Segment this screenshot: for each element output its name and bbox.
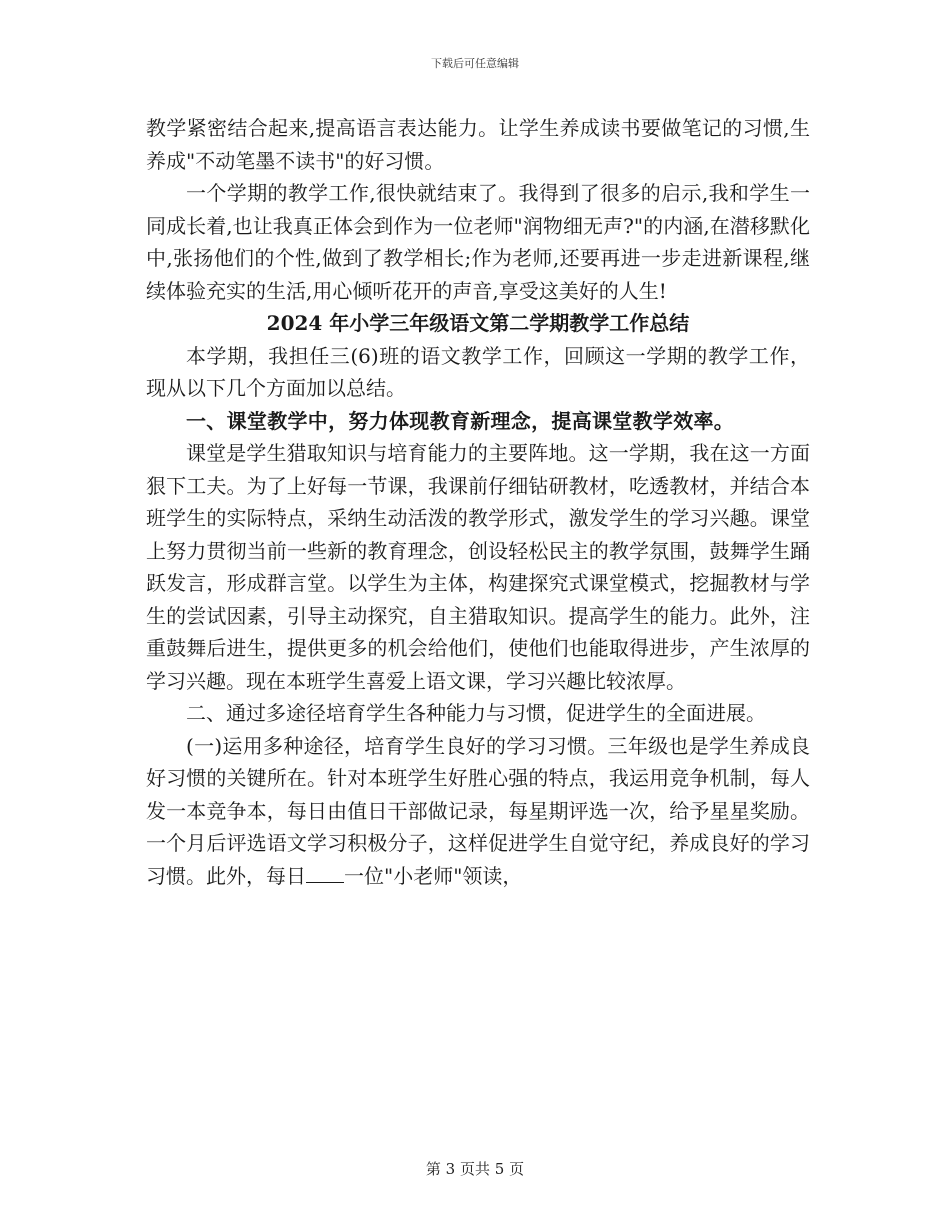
paragraph-conclusion: 一个学期的教学工作,很快就结束了。我得到了很多的启示,我和学生一同成长着,也让我真正体会到作为一位老师"润物细无声?"的内涵,在潜移默化中,张扬他们的个性,做到了教学相长;作为老师,还要再进一步走进新课程,继续体验充实的生活,用心倾听花开的声音,享受这美好的人生! (146, 181, 810, 303)
heading-multi-ways: 二、通过多途径培育学生各种能力与习惯，促进学生的全面进展。 (186, 701, 766, 725)
document-body (146, 112, 810, 892)
page-header: 下载后可任意编辑 (431, 57, 519, 70)
paragraph-habits-text: (一)运用多种途径，培育学生良好的学习习惯。三年级也是学生养成良好习惯的关键所在。针对本班学生好胜心强的特点，我运用竞争机制，每人发一本竞争本，每日由值日干部做记录，每星期评选一次，给予星星奖励。一个月后评选语文学习积极分子，这样促进学生自觉守纪，养成良好的学习习惯。此外，每日 (146, 733, 810, 888)
fill-in-blank (306, 864, 344, 883)
paragraph-classroom: 课堂是学生猎取知识与培育能力的主要阵地。这一学期，我在这一方面狠下工夫。为了上好每一节课，我课前仔细钻研教材，吃透教材，并结合本班学生的实际特点，采纳生动活泼的教学形式，激发学生的学习兴趣。课堂上努力贯彻当前一些新的教育理念，创设轻松民主的教学氛围，鼓舞学生踊跃发言，形成群言堂。以学生为主体，构建探究式课堂模式，挖掘教材与学生的尝试因素，引导主动探究，自主猎取知识。提高学生的能力。此外，注重鼓舞后进生，提供更多的机会给他们，使他们也能取得进步，产生浓厚的学习兴趣。现在本班学生喜爱上语文课，学习兴趣比较浓厚。 (146, 441, 810, 693)
paragraph-intro: 本学期，我担任三(6)班的语文教学工作，回顾这一学期的教学工作，现从以下几个方面加以总结。 (146, 343, 810, 400)
paragraph-habits (146, 730, 810, 893)
paragraph-habits-tail: 一位"小老师"领读， (344, 863, 523, 888)
page-footer: 第 3 页共 5 页 (425, 1160, 525, 1178)
paragraph-continued: 教学紧密结合起来,提高语言表达能力。让学生养成读书要做笔记的习惯,生养成"不动笔墨不读书"的好习惯。 (146, 116, 810, 173)
heading-classroom-teaching: 一、课堂教学中，努力体现教育新理念，提高课堂教学效率。 (186, 408, 735, 433)
section-title: 2024 年小学三年级语文第二学期教学工作总结 (266, 311, 690, 335)
